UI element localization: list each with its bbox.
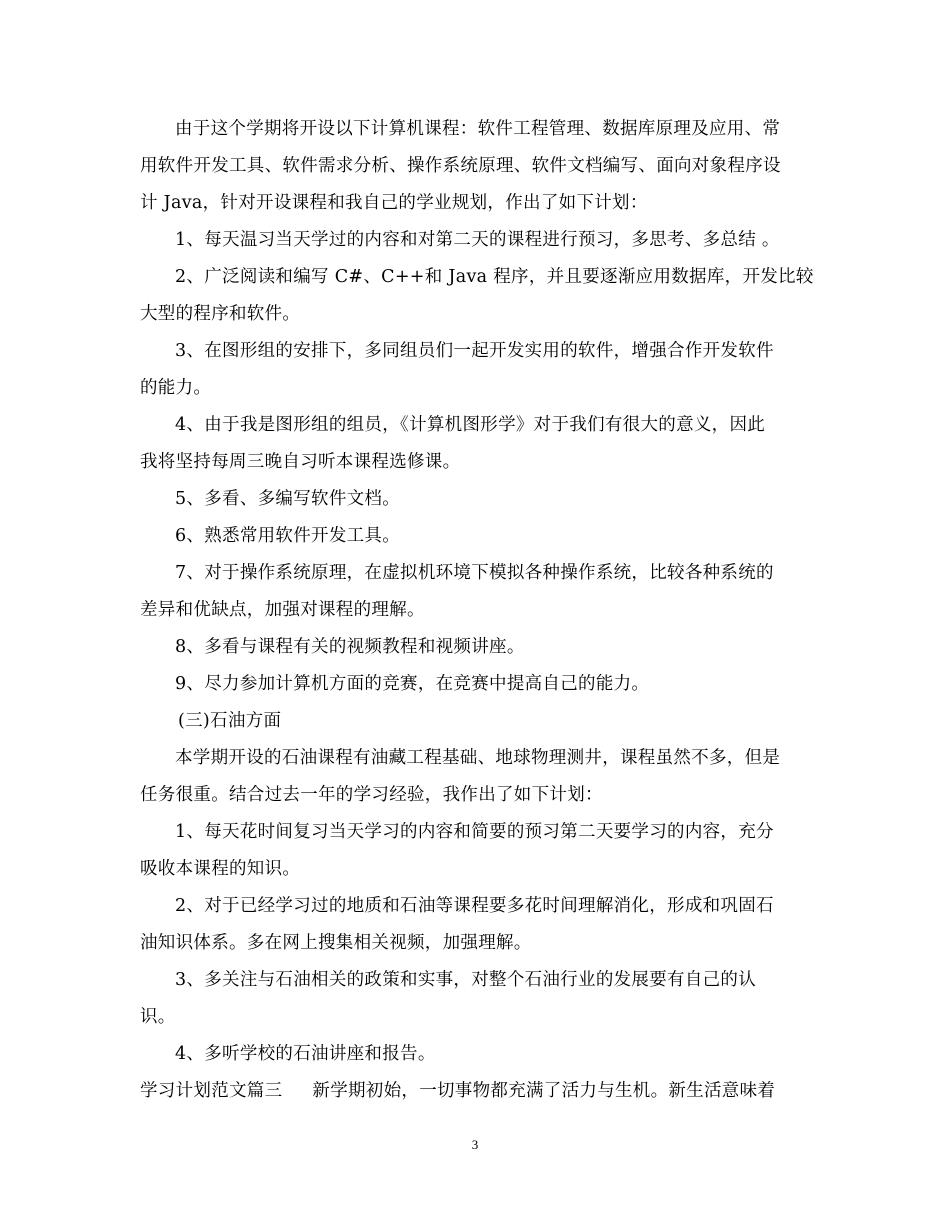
list-item: 1、每天花时间复习当天学习的内容和简要的预习第二天要学习的内容，充分 xyxy=(175,822,774,842)
list-item-continuation: 大型的程序和软件。 xyxy=(140,304,301,324)
list-item-continuation: 吸收本课程的知识。 xyxy=(140,859,301,879)
list-item-continuation: 我将坚持每周三晚自习听本课程选修课。 xyxy=(140,452,461,472)
list-item: 1、每天温习当天学过的内容和对第二天的课程进行预习，多思考、多总结 。 xyxy=(175,230,780,250)
list-item: 6、熟悉常用软件开发工具。 xyxy=(175,526,401,546)
section-heading: (三)石油方面 xyxy=(178,711,282,731)
list-item: 9、尽力参加计算机方面的竞赛，在竞赛中提高自己的能力。 xyxy=(175,674,650,694)
list-item: 5、多看、多编写软件文档。 xyxy=(175,489,401,509)
list-item: 4、多听学校的石油讲座和报告。 xyxy=(175,1044,436,1064)
list-item-continuation: 油知识体系。多在网上搜集相关视频，加强理解。 xyxy=(140,933,532,953)
page-number: 3 xyxy=(471,1137,479,1152)
paragraph-line: 计 Java，针对开设课程和我自己的学业规划，作出了如下计划： xyxy=(140,193,648,213)
list-item: 8、多看与课程有关的视频教程和视频讲座。 xyxy=(175,637,525,657)
list-item: 2、对于已经学习过的地质和石油等课程要多花时间理解消化，形成和巩固石 xyxy=(175,896,774,916)
list-item: 2、广泛阅读和编写 C#、C++和 Java 程序，并且要逐渐应用数据库，开发比较 xyxy=(175,267,814,287)
list-item: 3、多关注与石油相关的政策和实事，对整个石油行业的发展要有自己的认 xyxy=(175,970,757,990)
paragraph-line: 本学期开设的石油课程有油藏工程基础、地球物理测井，课程虽然不多，但是 xyxy=(175,748,781,768)
list-item: 3、在图形组的安排下，多同组员们一起开发实用的软件，增强合作开发软件 xyxy=(175,341,774,361)
article-start-text: 新学期初始，一切事物都充满了活力与生机。新生活意味着 xyxy=(312,1081,776,1101)
paragraph-line: 任务很重。结合过去一年的学习经验，我作出了如下计划： xyxy=(140,785,603,805)
list-item: 7、对于操作系统原理，在虚拟机环境下模拟各种操作系统，比较各种系统的 xyxy=(175,563,774,583)
article-title-line xyxy=(140,1079,820,1103)
list-item: 4、由于我是图形组的组员，《计算机图形学》对于我们有很大的意义，因此 xyxy=(175,415,766,435)
paragraph-line: 由于这个学期将开设以下计算机课程：软件工程管理、数据库原理及应用、常 xyxy=(175,119,781,139)
list-item-continuation: 差异和优缺点，加强对课程的理解。 xyxy=(140,600,425,620)
list-item-continuation: 识。 xyxy=(140,1007,176,1027)
paragraph-line: 用软件开发工具、软件需求分析、操作系统原理、软件文档编写、面向对象程序设 xyxy=(140,156,781,176)
list-item-continuation: 的能力。 xyxy=(140,378,212,398)
article-title: 学习计划范文篇三 xyxy=(140,1081,283,1101)
